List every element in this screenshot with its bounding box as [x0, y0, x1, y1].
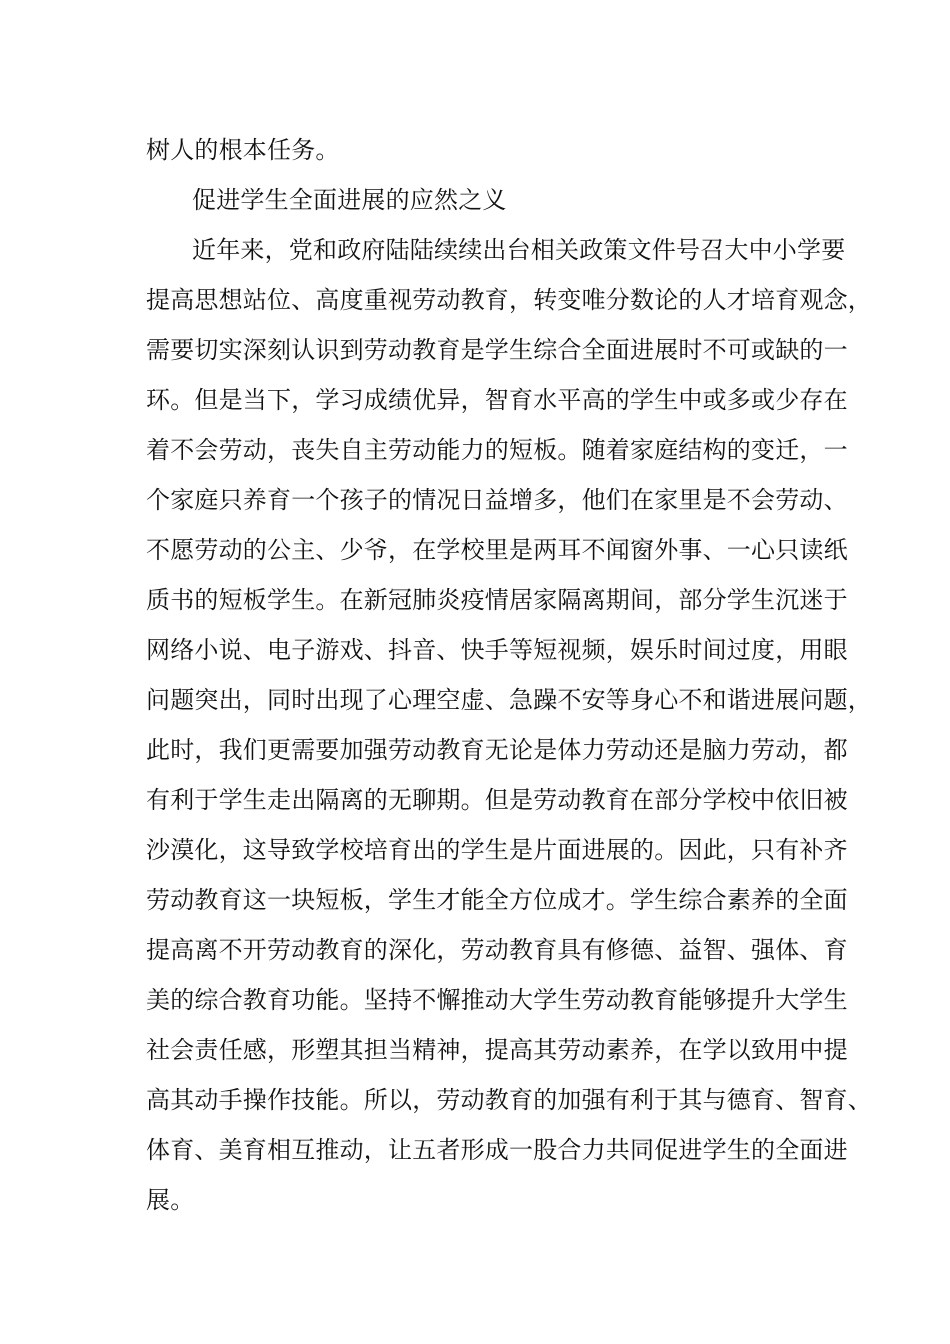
- section-heading: 促进学生全面进展的应然之义: [192, 186, 507, 214]
- text-line: 提高思想站位、高度重视劳动教育，转变唯分数论的人才培育观念，: [146, 286, 872, 314]
- text-line: 个家庭只养育一个孩子的情况日益增多，他们在家里是不会劳动、: [146, 486, 848, 514]
- text-line: 问题突出，同时出现了心理空虚、急躁不安等身心不和谐进展问题，: [146, 686, 872, 714]
- text-line: 劳动教育这一块短板，学生才能全方位成才。学生综合素养的全面: [146, 886, 848, 914]
- text-line: 着不会劳动，丧失自主劳动能力的短板。随着家庭结构的变迁，一: [146, 436, 848, 464]
- text-line: 树人的根本任务。: [146, 136, 340, 164]
- text-line: 社会责任感，形塑其担当精神，提高其劳动素养，在学以致用中提: [146, 1036, 848, 1064]
- text-line: 沙漠化，这导致学校培育出的学生是片面进展的。因此，只有补齐: [146, 836, 848, 864]
- text-line: 提高离不开劳动教育的深化，劳动教育具有修德、益智、强体、育: [146, 936, 848, 964]
- text-line: 网络小说、电子游戏、抖音、快手等短视频，娱乐时间过度，用眼: [146, 636, 848, 664]
- text-line: 近年来，党和政府陆陆续续出台相关政策文件号召大中小学要: [192, 236, 846, 264]
- text-line: 展。: [146, 1186, 195, 1214]
- text-line: 有利于学生走出隔离的无聊期。但是劳动教育在部分学校中依旧被: [146, 786, 848, 814]
- text-line: 美的综合教育功能。坚持不懈推动大学生劳动教育能够提升大学生: [146, 986, 848, 1014]
- text-line: 高其动手操作技能。所以，劳动教育的加强有利于其与德育、智育、: [146, 1086, 872, 1114]
- text-line: 体育、美育相互推动，让五者形成一股合力共同促进学生的全面进: [146, 1136, 848, 1164]
- text-line: 此时，我们更需要加强劳动教育无论是体力劳动还是脑力劳动，都: [146, 736, 848, 764]
- text-line: 质书的短板学生。在新冠肺炎疫情居家隔离期间，部分学生沉迷于: [146, 586, 848, 614]
- text-line: 环。但是当下，学习成绩优异，智育水平高的学生中或多或少存在: [146, 386, 848, 414]
- text-line: 需要切实深刻认识到劳动教育是学生综合全面进展时不可或缺的一: [146, 336, 848, 364]
- text-line: 不愿劳动的公主、少爷，在学校里是两耳不闻窗外事、一心只读纸: [146, 536, 848, 564]
